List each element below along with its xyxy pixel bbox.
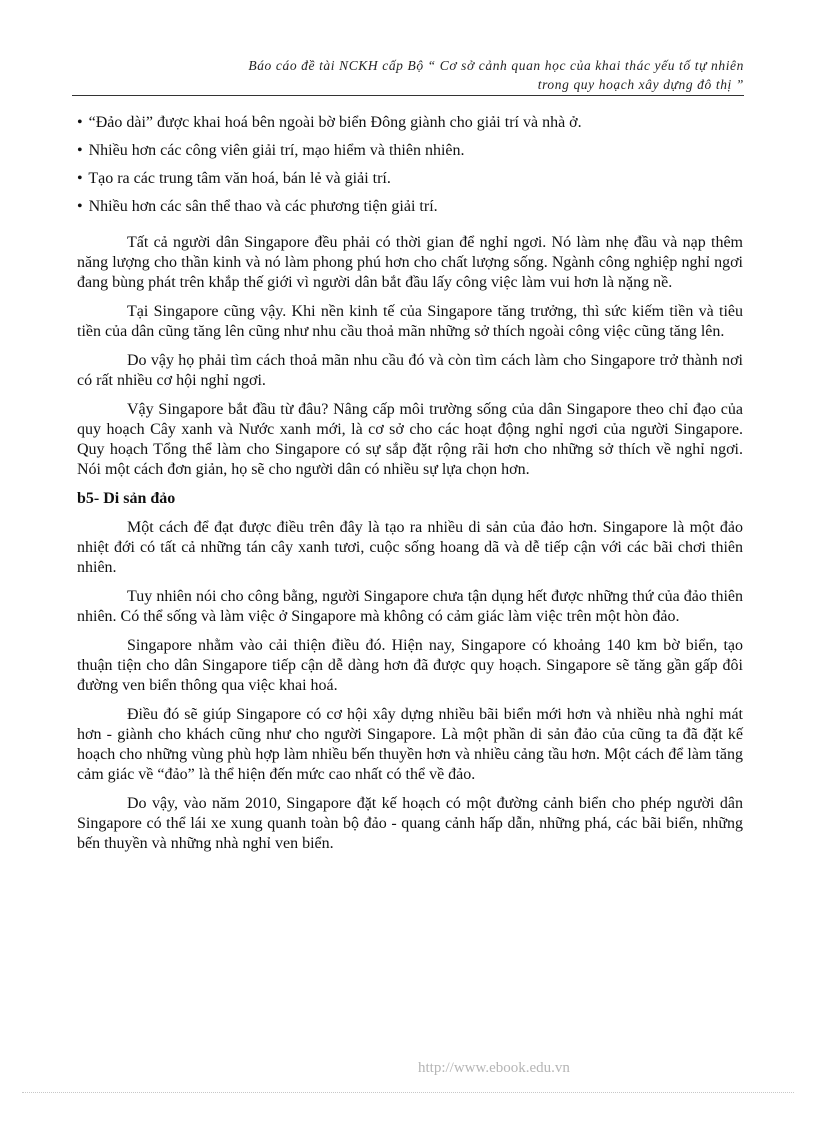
- paragraph: Tuy nhiên nói cho công bằng, người Singapore chưa tận dụng hết được những thứ của đảo thiên nhiên. Có thể sống và làm việc ở Singapore mà không có cảm giác làm việc trên một hòn đảo.: [77, 588, 743, 625]
- footer-url: http://www.ebook.edu.vn: [418, 1060, 570, 1076]
- bullet-text: Nhiều hơn các sân thể thao và các phương tiện giải trí.: [88, 198, 438, 215]
- header-line-1: Báo cáo đề tài NCKH cấp Bộ “ Cơ sở cảnh quan học của khai thác yếu tố tự nhiên: [248, 58, 744, 73]
- paragraph: Điều đó sẽ giúp Singapore có cơ hội xây dựng nhiều bãi biển mới hơn và nhiều nhà nghỉ mát hơn - giành cho khách cũng như cho người Singapore. Là một phần di sản đảo của cũng ta đã đặt kế hoạch cho những vùng phù hợp làm nhiều bến thuyền hơn và nhiều cảng tầu hơn. Một cách để làm tăng cảm giác về “đảo” là thể hiện đến mức cao nhất có thể về đảo.: [77, 706, 743, 783]
- bullet-text: “Đảo dài” được khai hoá bên ngoài bờ biển Đông giành cho giải trí và nhà ở.: [88, 114, 582, 131]
- bullet-item: [77, 169, 743, 189]
- header-line-2: trong quy hoạch xây dựng đô thị ”: [537, 77, 744, 92]
- paragraph: Tất cả người dân Singapore đều phải có thời gian để nghỉ ngơi. Nó làm nhẹ đầu và nạp thêm năng lượng cho thần kinh và nó làm phong phú hơn cho chất lượng sống. Ngành công nghiệp nghỉ ngơi đang bùng phát trên khắp thế giới vì người dân bắt đầu lấy công việc làm vui hơn là nặng nề.: [77, 234, 743, 291]
- bullet-item: [77, 141, 743, 161]
- running-header: [72, 56, 744, 96]
- paragraph: Do vậy, vào năm 2010, Singapore đặt kế hoạch có một đường cảnh biển cho phép người dân Singapore có thể lái xe xung quanh toàn bộ đảo - quang cảnh hấp dẫn, những phá, các bãi biển, những bến thuyền và những nhà nghỉ ven biển.: [77, 795, 743, 852]
- paragraph: Do vậy họ phải tìm cách thoả mãn nhu cầu đó và còn tìm cách làm cho Singapore trở thành nơi có rất nhiều cơ hội nghỉ ngơi.: [77, 352, 743, 389]
- bullet-item: [77, 197, 743, 217]
- section-heading: b5- Di sản đảo: [77, 490, 176, 507]
- bullet-icon: •: [77, 170, 83, 187]
- paragraph: Singapore nhằm vào cải thiện điều đó. Hiện nay, Singapore có khoảng 140 km bờ biển, tạo thuận tiện cho dân Singapore tiếp cận dễ dàng hơn đã được quy hoạch. Singapore sẽ tăng gần gấp đôi đường ven biển thông qua việc khai hoá.: [77, 637, 743, 694]
- paragraph: Tại Singapore cũng vậy. Khi nền kinh tế của Singapore tăng trưởng, thì sức kiếm tiền và tiêu tiền của dân cũng tăng lên cũng như nhu cầu thoả mãn những sở thích ngoài công việc cũng tăng lên.: [77, 303, 743, 340]
- bullet-icon: •: [77, 114, 83, 131]
- paragraph: Vậy Singapore bắt đầu từ đâu? Nâng cấp môi trường sống của dân Singapore theo chỉ đạo của quy hoạch Cây xanh và Nước xanh mới, là cơ sở cho các hoạt động nghỉ ngơi của người Singapore. Quy hoạch Tổng thể làm cho Singapore có sự sắp đặt rộng rãi hơn cho những sở thích về nghỉ ngơi. Nói một cách đơn giản, họ sẽ cho người dân có nhiều sự lựa chọn hơn.: [77, 401, 743, 478]
- document-body: [77, 113, 743, 863]
- footer-divider: [22, 1092, 794, 1093]
- bullet-icon: •: [77, 142, 83, 159]
- bullet-text: Tạo ra các trung tâm văn hoá, bán lẻ và giải trí.: [88, 170, 391, 187]
- paragraph: Một cách để đạt được điều trên đây là tạo ra nhiều di sản của đảo hơn. Singapore là một đảo nhiệt đới có tất cả những tán cây xanh tươi, cuộc sống hoang dã và dễ tiếp cận với các bãi chơi thiên nhiên.: [77, 519, 743, 576]
- bullet-text: Nhiều hơn các công viên giải trí, mạo hiểm và thiên nhiên.: [88, 142, 465, 159]
- bullet-icon: •: [77, 198, 83, 215]
- bullet-item: [77, 113, 743, 133]
